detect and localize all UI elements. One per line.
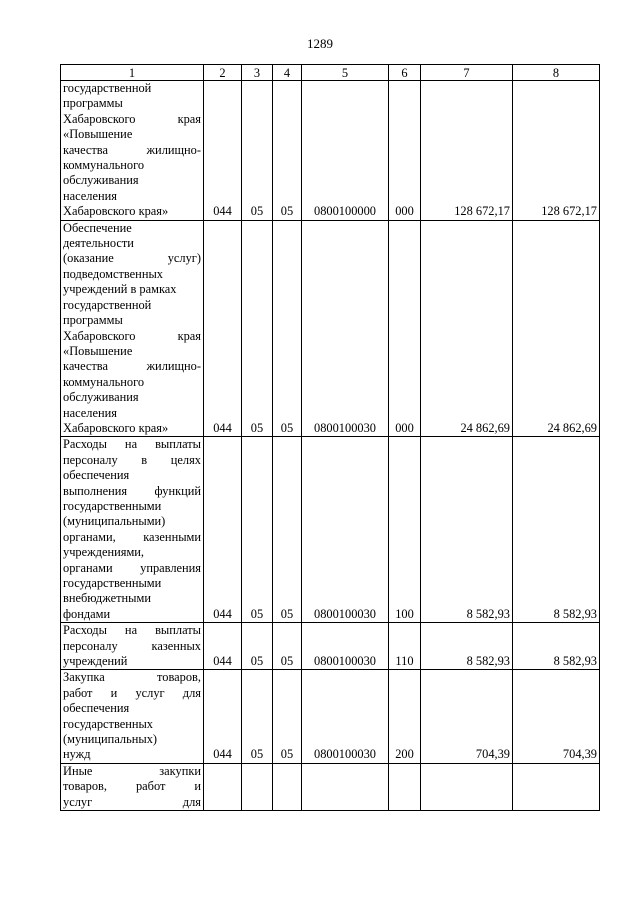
table-row: [61, 437, 600, 623]
section-code-cell: [242, 763, 273, 810]
amount-cell: [421, 763, 513, 810]
description-line: населения: [63, 405, 117, 420]
expense-type-cell: [389, 763, 421, 810]
description-line: «Повышение: [63, 127, 133, 142]
description-line: обеспечения: [63, 468, 130, 483]
description-line: Обеспечение: [63, 220, 132, 235]
expense-type-cell: 000: [389, 81, 421, 221]
amount-cell: 704,39: [513, 670, 600, 763]
target-article-cell: 0800100030: [302, 437, 389, 623]
row-description: [61, 81, 204, 221]
description-line: Хабаровского края: [63, 111, 201, 126]
description-line: населения: [63, 188, 117, 203]
amount-cell: 128 672,17: [421, 81, 513, 221]
row-description: [61, 623, 204, 670]
description-line: внебюджетными: [63, 591, 151, 606]
expense-type-cell: 000: [389, 220, 421, 437]
section-code-cell: 05: [242, 623, 273, 670]
header-cell: 4: [273, 65, 302, 81]
description-line: деятельности: [63, 236, 134, 251]
description-line: (оказание услуг): [63, 251, 201, 266]
description-line: учреждениями,: [63, 545, 145, 560]
ministry-code-cell: [204, 763, 242, 810]
description-line: фондами: [63, 606, 111, 621]
subsection-code-cell: 05: [273, 81, 302, 221]
description-line: коммунального: [63, 374, 145, 389]
subsection-code-cell: [273, 763, 302, 810]
header-cell: 6: [389, 65, 421, 81]
header-row: [61, 65, 600, 81]
description-line: подведомственных: [63, 266, 163, 281]
header-cell: 7: [421, 65, 513, 81]
amount-cell: 8 582,93: [421, 623, 513, 670]
header-cell: 8: [513, 65, 600, 81]
description-line: органами управления: [63, 560, 201, 575]
description-line: программы: [63, 96, 123, 111]
description-line: учреждений: [63, 654, 128, 669]
expense-type-cell: 110: [389, 623, 421, 670]
ministry-code-cell: 044: [204, 81, 242, 221]
description-line: государственными: [63, 498, 162, 513]
description-line: товаров, работ и: [63, 779, 201, 794]
description-line: нужд: [63, 747, 91, 762]
description-line: обслуживания: [63, 173, 139, 188]
header-cell: 5: [302, 65, 389, 81]
amount-cell: 8 582,93: [421, 437, 513, 623]
description-line: работ и услуг для: [63, 685, 201, 700]
description-line: (муниципальных): [63, 732, 158, 747]
description-line: обслуживания: [63, 390, 139, 405]
table-row: [61, 670, 600, 763]
description-line: государственных: [63, 716, 154, 731]
amount-cell: 8 582,93: [513, 623, 600, 670]
description-line: Хабаровского края»: [63, 420, 169, 435]
description-line: качества жилищно-: [63, 142, 201, 157]
description-line: органами, казенными: [63, 529, 201, 544]
ministry-code-cell: 044: [204, 623, 242, 670]
description-line: государственной: [63, 297, 152, 312]
amount-cell: 24 862,69: [513, 220, 600, 437]
table-row: [61, 81, 600, 221]
target-article-cell: [302, 763, 389, 810]
subsection-code-cell: 05: [273, 437, 302, 623]
description-line: персоналу в целях: [63, 452, 201, 467]
subsection-code-cell: 05: [273, 670, 302, 763]
description-line: качества жилищно-: [63, 359, 201, 374]
budget-table: [60, 64, 600, 811]
table-row: [61, 763, 600, 810]
subsection-code-cell: 05: [273, 623, 302, 670]
header-cell: 1: [61, 65, 204, 81]
row-description: [61, 220, 204, 437]
table-body: [61, 81, 600, 811]
description-line: Расходы на выплаты: [63, 623, 201, 638]
amount-cell: 24 862,69: [421, 220, 513, 437]
section-code-cell: 05: [242, 437, 273, 623]
description-line: Иные закупки: [63, 763, 201, 778]
row-description: [61, 670, 204, 763]
description-line: «Повышение: [63, 343, 133, 358]
target-article-cell: 0800100030: [302, 623, 389, 670]
description-line: государственными: [63, 576, 162, 590]
target-article-cell: 0800100030: [302, 220, 389, 437]
section-code-cell: 05: [242, 670, 273, 763]
expense-type-cell: 100: [389, 437, 421, 623]
description-line: программы: [63, 313, 123, 328]
ministry-code-cell: 044: [204, 437, 242, 623]
description-line: Расходы на выплаты: [63, 437, 201, 452]
ministry-code-cell: 044: [204, 220, 242, 437]
description-line: государственной: [63, 81, 152, 95]
page-number: 1289: [307, 36, 333, 51]
section-code-cell: 05: [242, 81, 273, 221]
table-row: [61, 623, 600, 670]
description-line: Хабаровского края: [63, 328, 201, 343]
description-line: персоналу казенных: [63, 638, 201, 653]
description-line: Хабаровского края»: [63, 204, 169, 219]
description-line: Закупка товаров,: [63, 670, 201, 685]
target-article-cell: 0800100000: [302, 81, 389, 221]
description-line: обеспечения: [63, 701, 130, 716]
header-cell: 3: [242, 65, 273, 81]
row-description: [61, 437, 204, 623]
amount-cell: [513, 763, 600, 810]
expense-type-cell: 200: [389, 670, 421, 763]
description-line: (муниципальными): [63, 514, 166, 529]
header-cell: 2: [204, 65, 242, 81]
description-line: учреждений в рамках: [63, 282, 177, 297]
target-article-cell: 0800100030: [302, 670, 389, 763]
ministry-code-cell: 044: [204, 670, 242, 763]
table-row: [61, 220, 600, 437]
description-line: услуг для: [63, 794, 201, 809]
description-line: коммунального: [63, 158, 145, 173]
amount-cell: 8 582,93: [513, 437, 600, 623]
description-line: выполнения функций: [63, 483, 201, 498]
section-code-cell: 05: [242, 220, 273, 437]
amount-cell: 128 672,17: [513, 81, 600, 221]
row-description: [61, 763, 204, 810]
subsection-code-cell: 05: [273, 220, 302, 437]
amount-cell: 704,39: [421, 670, 513, 763]
